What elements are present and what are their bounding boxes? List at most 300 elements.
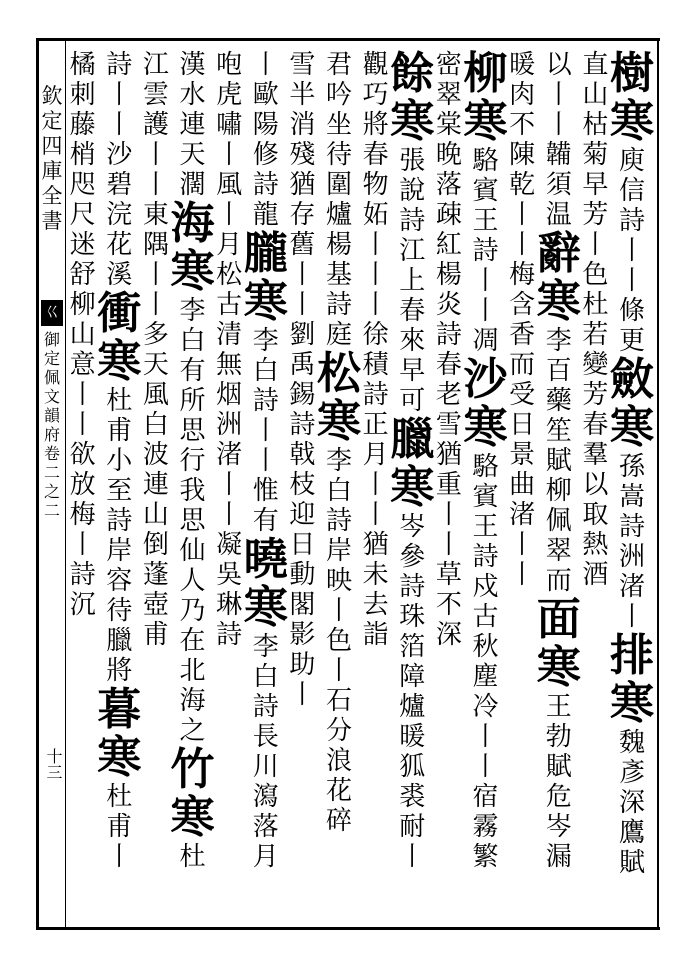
text-char: 詩 [106,506,133,536]
text-char: 濶 [179,170,206,200]
headword-char: 臘 [390,414,435,465]
text-char: 香 [509,320,536,350]
text-char: 韛 [545,140,572,170]
text-char: 凝 [216,530,243,560]
text-char: 修 [252,140,279,170]
text-char: 詩 [69,560,96,590]
text-char: 日 [289,530,316,560]
text-char: 待 [325,140,352,170]
text-column [68,50,97,922]
text-char: 丨 [509,560,536,590]
text-char: 風 [142,380,169,410]
text-column [464,50,508,922]
text-char: 耐 [399,812,426,842]
text-char: 柳 [69,290,96,320]
text-char: 橘 [69,50,96,80]
text-char: 基 [325,260,352,290]
frame-bottom-border [36,927,660,930]
headword-char: 寒 [536,642,581,693]
text-char: 笙 [545,416,572,446]
text-char: 虎 [216,80,243,110]
headword-char: 柳 [463,48,508,99]
text-char: 受 [509,380,536,410]
text-char: 丨 [216,470,243,500]
headword-char: 餘 [390,48,435,99]
text-char: 柳 [545,476,572,506]
text-char: 放 [69,470,96,500]
text-char: 丨 [399,842,426,872]
text-char: 早 [399,356,426,386]
text-char: 漢 [179,50,206,80]
text-char: 觀 [362,50,389,80]
text-char: 古 [216,290,243,320]
text-char: 春 [435,350,462,380]
text-char: 小 [106,446,133,476]
text-char: 詩 [362,380,389,410]
text-char: 迷 [69,230,96,260]
text-char: 賦 [545,752,572,782]
text-char: 錫 [289,380,316,410]
text-char: 浣 [106,200,133,230]
text-char: 丨 [509,230,536,260]
text-char: 分 [325,716,352,746]
text-char: 梅 [69,500,96,530]
text-char: 臘 [106,626,133,656]
text-char: 深 [435,620,462,650]
text-char: 川 [252,752,279,782]
text-char: 尺 [69,200,96,230]
text-char: 江 [399,236,426,266]
text-char: 鷹 [618,818,645,848]
text-char: 雪 [435,410,462,440]
text-char: 賓 [472,176,499,206]
text-column [610,50,654,922]
text-char: 迎 [289,500,316,530]
headword-char: 寒 [97,732,142,783]
text-char: 宿 [472,782,499,812]
text-char: 翠 [435,80,462,110]
text-char: 行 [179,446,206,476]
headword-char: 寒 [536,276,581,327]
text-char: 可 [399,386,426,416]
text-char: 妬 [362,200,389,230]
text-char: 丨 [142,170,169,200]
text-char: 魏 [618,728,645,758]
text-column [244,50,288,922]
text-char: 枯 [582,110,609,140]
text-char: 狐 [399,752,426,782]
text-char: 雪 [289,50,316,80]
text-char: 杜 [106,782,133,812]
text-char: 陳 [509,140,536,170]
text-char: 若 [582,320,609,350]
text-char: 丨 [618,602,645,632]
text-char: 我 [179,476,206,506]
text-char: 熱 [582,530,609,560]
text-char: 春 [399,296,426,326]
text-char: 詩 [252,386,279,416]
headword-char: 寒 [170,792,215,843]
text-char: 枝 [289,470,316,500]
headword-char: 曉 [243,534,288,585]
text-char: 洲 [618,542,645,572]
text-char: 信 [618,176,645,206]
text-column [537,50,581,922]
text-column [434,50,463,922]
headword-char: 寒 [610,678,654,729]
text-char: 岸 [106,536,133,566]
text-char: 丨 [289,290,316,320]
text-char: 孫 [618,452,645,482]
text-char: 而 [545,566,572,596]
text-char: 梅 [509,260,536,290]
text-char: 舊 [289,230,316,260]
text-char: 庾 [618,146,645,176]
text-char: 無 [216,350,243,380]
text-char: 肉 [509,80,536,110]
text-char: 丨 [252,50,279,80]
text-column [581,50,610,922]
text-char: 彥 [618,758,645,788]
text-char: 丨 [582,230,609,260]
text-char: 凋 [472,326,499,356]
text-column [141,50,170,922]
text-char: 塵 [472,662,499,692]
text-char: 障 [399,662,426,692]
text-char: 丨 [362,260,389,290]
text-char: 雲 [142,80,169,110]
text-char: 欲 [69,440,96,470]
text-char: 王 [472,512,499,542]
text-char: 庭 [325,320,352,350]
text-char: 長 [252,722,279,752]
text-char: 曲 [509,470,536,500]
text-char: 半 [289,80,316,110]
text-char: 吟 [325,80,352,110]
text-char: 賦 [545,446,572,476]
text-char: 芳 [582,200,609,230]
text-char: 石 [325,686,352,716]
text-char: 丨 [252,446,279,476]
text-char: 以 [582,470,609,500]
text-column [317,50,361,922]
text-char: 猶 [435,440,462,470]
text-char: 來 [399,326,426,356]
headword-char: 松 [317,348,361,399]
text-char: 人 [179,566,206,596]
subtitle-char: 府 [43,425,60,444]
text-char: 直 [582,50,609,80]
text-char: 映 [325,566,352,596]
text-char: 詩 [252,692,279,722]
text-char: 琳 [216,590,243,620]
text-char: 繁 [472,842,499,872]
text-char: 丨 [618,236,645,266]
text-char: 佩 [545,506,572,536]
text-char: 渚 [509,500,536,530]
text-column [97,50,141,922]
text-char: 月 [216,230,243,260]
book-title [39,84,65,234]
text-char: 月 [362,440,389,470]
text-char: 勃 [545,722,572,752]
text-char: 未 [362,560,389,590]
text-char: 春 [582,410,609,440]
subtitle-char: 二 [43,463,60,482]
headword-char: 寒 [390,462,435,513]
text-char: 詩 [399,572,426,602]
text-char: 將 [362,110,389,140]
text-char: 積 [362,350,389,380]
text-char: 丨 [618,266,645,296]
text-char: 碎 [325,806,352,836]
text-char: 之 [179,716,206,746]
text-char: 景 [509,440,536,470]
headword-char: 寒 [463,96,508,147]
text-char: 裘 [399,782,426,812]
text-char: 丨 [216,200,243,230]
text-char: 更 [618,326,645,356]
text-char: 丨 [362,230,389,260]
text-char: 戍 [472,572,499,602]
text-char: 詩 [106,50,133,80]
title-char: 定 [41,109,63,133]
title-char: 書 [41,209,63,233]
text-char: 江 [142,50,169,80]
text-char: 李 [252,326,279,356]
text-char: 蓬 [142,560,169,590]
text-char: 賓 [472,482,499,512]
text-char: 波 [142,440,169,470]
text-char: 丨 [472,296,499,326]
text-char: 影 [289,620,316,650]
text-char: 有 [252,506,279,536]
text-char: 詩 [435,320,462,350]
text-char: 楊 [435,260,462,290]
text-char: 翠 [545,536,572,566]
text-char: 咫 [69,170,96,200]
text-char: 丨 [289,260,316,290]
text-char: 嵩 [618,482,645,512]
text-char: 甫 [106,812,133,842]
text-char: 丨 [435,530,462,560]
text-char: 以 [545,50,572,80]
text-char: 箔 [399,632,426,662]
text-char: 存 [289,200,316,230]
text-column [215,50,244,922]
gutter-divider [65,40,66,928]
text-char: 李 [545,326,572,356]
text-char: 深 [618,788,645,818]
text-char: 春 [362,140,389,170]
text-char: 思 [179,416,206,446]
text-char: 羣 [582,440,609,470]
text-char: 詩 [325,506,352,536]
text-char: 思 [179,506,206,536]
text-char: 殘 [289,140,316,170]
text-char: 丨 [106,842,133,872]
text-char: 杜 [106,386,133,416]
text-char: 張 [399,146,426,176]
text-char: 棠 [435,110,462,140]
text-char: 烟 [216,380,243,410]
text-char: 落 [435,170,462,200]
headword-char: 寒 [243,582,288,633]
text-char: 岸 [325,536,352,566]
text-char: 爐 [325,200,352,230]
text-char: 容 [106,566,133,596]
text-char: 連 [179,110,206,140]
text-char: 劉 [289,320,316,350]
text-char: 芳 [582,380,609,410]
text-char: 色 [582,260,609,290]
text-char: 有 [179,356,206,386]
text-char: 詩 [472,542,499,572]
text-char: 詩 [399,206,426,236]
text-char: 詣 [362,620,389,650]
text-char: 疎 [435,200,462,230]
text-char: 丨 [289,680,316,710]
text-char: 丨 [106,110,133,140]
text-char: 密 [435,50,462,80]
text-char: 藥 [545,386,572,416]
text-char: 條 [618,296,645,326]
text-char: 月 [252,842,279,872]
text-char: 丨 [325,596,352,626]
frame-right-border [657,38,659,930]
text-char: 丨 [69,380,96,410]
page-number: 十三 [44,748,63,780]
text-char: 閣 [289,590,316,620]
text-char: 參 [399,542,426,572]
headword-char: 寒 [610,402,654,453]
text-char: 陽 [252,110,279,140]
subtitle-char: 文 [43,387,60,406]
headword-char: 面 [536,594,581,645]
text-char: 丨 [69,410,96,440]
text-char: 花 [325,776,352,806]
text-char: 護 [142,110,169,140]
text-char: 炎 [435,290,462,320]
headword-char: 寒 [97,336,142,387]
text-char: 丨 [216,500,243,530]
text-char: 東 [142,200,169,230]
headword-char: 寒 [243,276,288,327]
text-char: 花 [106,230,133,260]
headword-char: 海 [170,198,215,249]
text-char: 仙 [179,536,206,566]
text-char: 坐 [325,110,352,140]
text-char: 秋 [472,632,499,662]
text-column [171,50,215,922]
headword-char: 寒 [610,96,654,147]
text-char: 草 [435,560,462,590]
text-column [508,50,537,922]
headword-char: 暮 [97,684,142,735]
text-char: 巧 [362,80,389,110]
text-char: 消 [289,110,316,140]
text-char: 正 [362,410,389,440]
text-char: 沉 [69,590,96,620]
text-char: 隅 [142,230,169,260]
text-char: 在 [179,626,206,656]
text-char: 詩 [325,290,352,320]
text-char: 丨 [325,656,352,686]
text-char: 白 [142,410,169,440]
text-char: 取 [582,500,609,530]
text-char: 水 [179,80,206,110]
title-char: 四 [41,134,63,158]
text-char: 山 [582,80,609,110]
text-char: 暖 [399,722,426,752]
text-char: 李 [325,446,352,476]
text-char: 李 [252,632,279,662]
text-char: 霧 [472,812,499,842]
text-column [390,50,434,922]
text-char: 多 [142,320,169,350]
text-char: 變 [582,350,609,380]
text-char: 海 [179,686,206,716]
text-char: 王 [545,692,572,722]
text-char: 須 [545,170,572,200]
headword-char: 寒 [317,396,361,447]
text-char: 岑 [399,512,426,542]
text-char: 渚 [216,440,243,470]
text-char: 舒 [69,260,96,290]
text-char: 乃 [179,596,206,626]
text-char: 温 [545,200,572,230]
text-char: 丨 [142,290,169,320]
subtitle-char: 韻 [43,406,60,425]
text-char: 賦 [618,848,645,878]
text-char: 菊 [582,140,609,170]
text-char: 連 [142,470,169,500]
text-char: 瀉 [252,782,279,812]
text-char: 至 [106,476,133,506]
text-char: 丨 [509,200,536,230]
text-char: 丨 [142,260,169,290]
headword-char: 辭 [536,228,581,279]
text-char: 丨 [545,80,572,110]
text-char: 白 [252,356,279,386]
chapter-title [39,330,65,520]
text-char: 龍 [252,200,279,230]
text-char: 落 [252,812,279,842]
text-char: 而 [509,350,536,380]
text-char: 吳 [216,560,243,590]
title-char: 庫 [41,159,63,183]
text-char: 古 [472,602,499,632]
title-char: 全 [41,184,63,208]
headword-char: 斂 [610,354,654,405]
text-char: 駱 [472,452,499,482]
subtitle-char: 定 [43,349,60,368]
text-char: 丨 [472,266,499,296]
text-char: 詩 [618,512,645,542]
text-char: 暖 [509,50,536,80]
text-char: 早 [582,170,609,200]
text-char: 丨 [362,470,389,500]
subtitle-char: 之 [43,482,60,501]
text-char: 去 [362,590,389,620]
subtitle-char: 卷 [43,444,60,463]
text-char: 丨 [252,416,279,446]
text-char: 渚 [618,572,645,602]
text-char: 浪 [325,746,352,776]
text-char: 天 [142,350,169,380]
text-char: 白 [252,662,279,692]
text-char: 惟 [252,476,279,506]
